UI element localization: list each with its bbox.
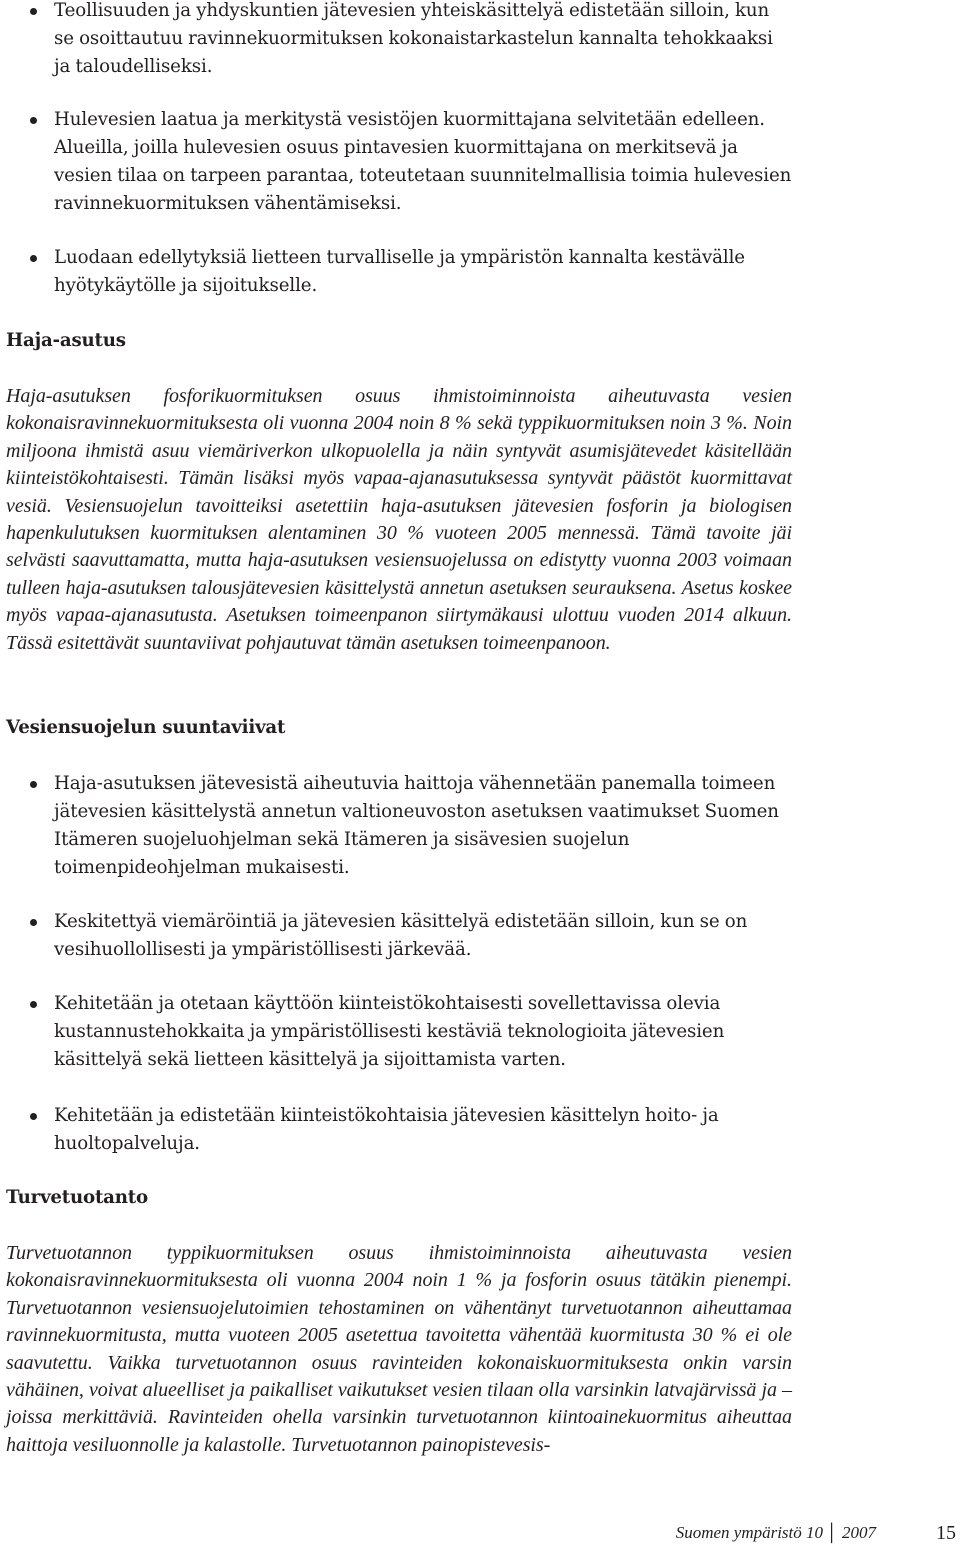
footer-journal-title: Suomen ympäristö 10 │ 2007 [675,1523,876,1542]
section-heading-suuntaviivat: Vesiensuojelun suuntaviivat [6,717,286,738]
list-item: Keskitettyä viemäröintiä ja jätevesien käsittelyä edistetään silloin, kun se on vesihuollollisesti ja ympäristöllisesti järkevää. [54,908,794,964]
list-item: Teollisuuden ja yhdyskuntien jätevesien yhteiskäsittelyä edistetään silloin, kun se osoittautuu ravinnekuormituksen kokonaistarkastelun kannalta tehokkaaksi ja taloudelliseksi. [54,0,794,81]
turvetuotanto-paragraph: Turvetuotannon typpikuormituksen osuus ihmistoiminnoista aiheutuvasta vesien kokonaisravinnekuormituksesta oli vuonna 2004 noin 1 % ja fosforin osuus tätäkin pienempi. Turvetuotannon vesiensuojelutoimien tehostaminen on vähentänyt turvetuotannon aiheuttamaa ravinnekuormitusta, mutta vuoteen 2005 asetettua tavoitetta vähentää kuormitusta 30 % ei ole saavutettu. Vaikka turvetuotannon osuus ravinteiden kokonaiskuormituksesta onkin varsin vähäinen, voivat alueelliset ja paikalliset vaikutukset vesien tilaan olla varsinkin latvajärvissä ja –joissa merkittäviä. Ravinteiden ohella varsinkin turvetuotannon kiintoainekuormitus aiheuttaa haittoja vesiluonnolle ja kalastolle. Turvetuotannon painopistevesis- [6,1242,792,1456]
section-heading-haja-asutus: Haja-asutus [6,330,126,351]
section-heading-turvetuotanto: Turvetuotanto [6,1187,148,1208]
list-item: Kehitetään ja edistetään kiinteistökohtaisia jätevesien käsittelyn hoito- ja huoltopalveluja. [54,1102,794,1158]
list-item: Kehitetään ja otetaan käyttöön kiinteistökohtaisesti sovellettavissa olevia kustannustehokkaita ja ympäristöllisesti kestäviä teknologioita jätevesien käsittelyä sekä lietteen käsittelyä ja sijoittamista varten. [54,990,794,1074]
list-item: Haja-asutuksen jätevesistä aiheutuvia haittoja vähennetään panemalla toimeen jätevesien käsittelystä annetun valtioneuvoston asetuksen vaatimukset Suomen Itämeren suojeluohjelman sekä Itämeren ja sisävesien suojelun toimenpideohjelman mukaisesti. [54,770,794,882]
page-footer [560,1522,960,1544]
page-number: 15 [936,1522,956,1544]
haja-asutus-paragraph: Haja-asutuksen fosforikuormituksen osuus ihmistoiminnoista aiheutuvasta vesien kokonaisravinnekuormituksesta oli vuonna 2004 noin 8 % sekä typpikuormituksen noin 3 %. Noin miljoona ihmistä asuu viemäriverkon ulkopuolella ja näin syntyvät asumisjätevedet käsitellään kiinteistökohtaisesti. Tämän lisäksi myös vapaa-ajanasutuksessa syntyvät päästöt kuormittavat vesiä. Vesiensuojelun tavoitteiksi asetettiin haja-asutuksen jätevesien fosforin ja biologisen hapenkulutuksen kuormituksen alentaminen 30 % vuoteen 2005 mennessä. Tämä tavoite jäi selvästi saavuttamatta, mutta haja-asutuksen vesiensuojelussa on edistytty vuonna 2003 voimaan tulleen haja-asutuksen talousjätevesien käsittelystä annetun asetuksen seurauksena. Asetus koskee myös vapaa-ajanasutusta. Asetuksen toimeenpanon siirtymäkausi ulottuu vuoden 2014 alkuun. Tässä esitettävät suuntaviivat pohjautuvat tämän asetuksen toimeenpanoon. [6,385,792,654]
list-item: Hulevesien laatua ja merkitystä vesistöjen kuormittajana selvitetään edelleen. Alueilla, joilla hulevesien osuus pintavesien kuormittajana on merkitsevä ja vesien tilaa on tarpeen parantaa, toteutetaan suunnitelmallisia toimia hulevesien ravinnekuormituksen vähentämiseksi. [54,106,794,218]
list-item: Luodaan edellytyksiä lietteen turvalliselle ja ympäristön kannalta kestävälle hyötykäytölle ja sijoitukselle. [54,244,794,300]
